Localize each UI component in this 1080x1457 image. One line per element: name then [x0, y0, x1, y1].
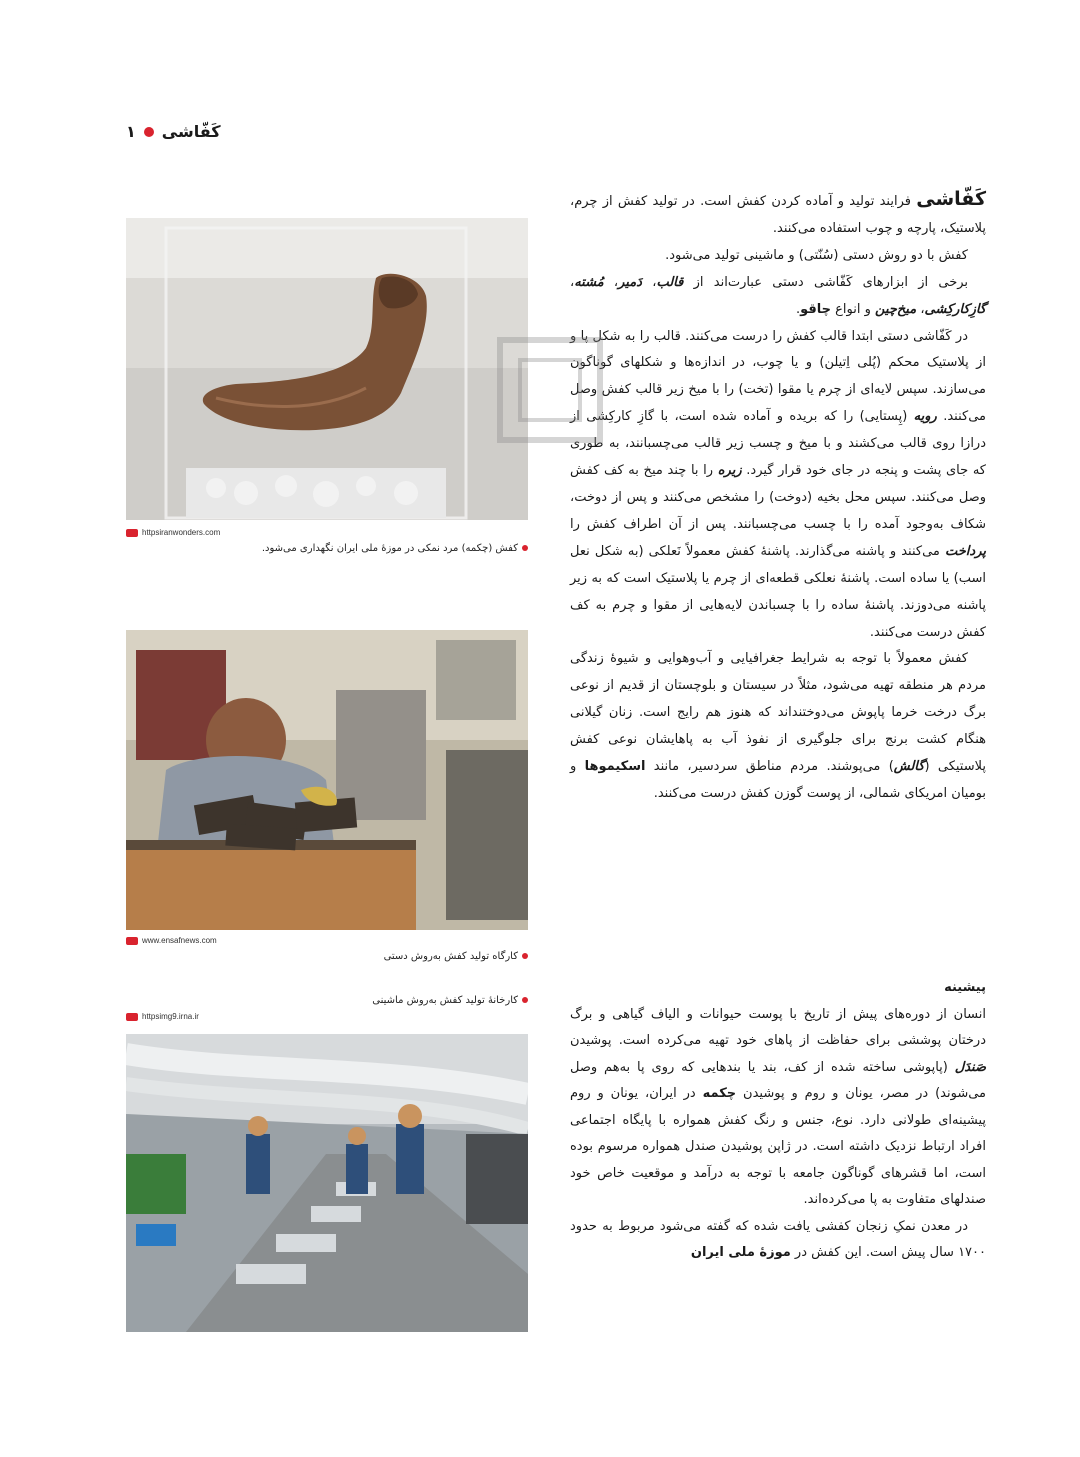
figure-3-credit: httpsimg9.irna.ir: [126, 1012, 199, 1021]
intro-paragraph-3: برخی از ابزارهای کَفّاشی دستی عبارت‌اند از قالب، دَمیر، مُشته، گازِکارکِشی، میخ‌چین و انواع چاقو.: [570, 274, 986, 317]
page-header: [126, 122, 426, 152]
photo-shoe-factory: [126, 1034, 528, 1332]
figure-3-caption: کارخانهٔ تولید کفش به‌روش ماشینی: [126, 995, 528, 1006]
intro-text: [570, 186, 986, 808]
history-paragraph-1: انسان از دوره‌های پیش از تاریخ با پوست حیوانات و الیاف گیاهی و برگ درختان پوششی برای حفاظت از پاهای خود تهیه می‌کرده است. پوشیدن صَندَل (پاپوشی ساخته شده از کف، بند یا بندهایی که روی پا به‌هم وصل می‌شوند) در مصر، یونان و روم و پوشیدن چکمه در ایران، یونان و روم پیشینه‌ای طولانی دارد. نوع، جنس و رنگ کفش همواره با پایگاه اجتماعی افراد ارتباط نزدیک داشته است. در ژاپن پوشیدن صندل همواره مرسوم بوده است، اما قشرهای گوناگون جامعه با توجه به درآمد و موقعیت خاص خود صندلهای متفاوت به پا می‌کرده‌اند.: [570, 1006, 987, 1207]
history-title: پیشینه: [944, 980, 986, 995]
page-title: کَفّاشی: [161, 122, 221, 141]
watermark-logo: [490, 330, 610, 450]
article-term: کَفّاشی: [916, 188, 986, 210]
page-number: ۱: [126, 122, 136, 141]
photo-salt-man-boot: [126, 218, 528, 520]
figure-1-credit: httpsiranwonders.com: [126, 528, 220, 537]
camera-icon: [126, 1013, 138, 1021]
figure-1-caption: کفش (چکمه) مرد نمکی در موزهٔ ملی ایران نگهداری می‌شود.: [126, 543, 528, 554]
intro-paragraph-5: کفش معمولاً با توجه به شرایط جغرافیایی و آب‌وهوایی و شیوهٔ زندگی مردم هر منطقه تهیه می‌شود، مثلاً در سیستان و بلوچستان از قدیم از نوعی برگ درخت خرما پاپوش می‌دوختند‌اند که هنوز هم رایج است. زنان گیلانی هنگام کشت برنج برای جلوگیری از نفوذ آب به پاهایشان نوعی کفش پلاستیکی (گالش) می‌پوشند. مردم مناطق سردسیر، مانند اسکیموها و بومیان امریکای شمالی، از پوست گوزن کفش درست می‌کنند.: [570, 651, 986, 801]
intro-paragraph-1: کَفّاشی فرایند تولید و آماده کردن کفش است. در تولید کفش از چرم، پلاستیک، پارچه و چوب استفاده می‌کنند.: [570, 188, 986, 236]
caption-dot: [522, 997, 528, 1003]
history-paragraph-2: در معدن نمکِ زنجان کفشی یافت شده که گفته می‌شود مربوط به حدود ۱۷۰۰ سال پیش است. این کفش در موزهٔ ملی ایران: [570, 1218, 986, 1260]
caption-dot: [522, 545, 528, 551]
camera-icon: [126, 529, 138, 537]
photo-manual-workshop: [126, 630, 528, 930]
caption-dot: [522, 953, 528, 959]
figure-2-credit: www.ensafnews.com: [126, 936, 217, 945]
camera-icon: [126, 937, 138, 945]
figure-2-caption: کارگاه تولید کفش به‌روش دستی: [126, 951, 528, 962]
intro-paragraph-2: کفش با دو روش دستی (سُنّتی) و ماشینی تولید می‌شود.: [665, 247, 968, 263]
intro-paragraph-4: در کَفّاشی دستی ابتدا قالب کفش را درست می‌کنند. قالب را به شکل پا و از پلاستیک محکم (پُلی اِتیلن) و یا چوب، در اندازه‌ها و شکلهای گوناگون می‌سازند. سپس لایه‌ای از چرم یا مقوا (تخت) را با میخ زیر قالب کفش وصل می‌کنند. رویه (پِستایی) را که بریده و آماده شده است، با گازِ کارکِشی از درازا روی قالب می‌کشند و با میخ و چسب زیر قالب می‌چسبانند، به طوری که جای پشت و پنجه در جای خود قرار گیرد. زیره را با چند میخ به کف کفش وصل می‌کنند. سپس محل بخیه (دوخت) را مشخص می‌کنند و پس از دوخت، شکاف به‌وجود آمده را با چسب می‌چسبانند. پس از آن اطراف کفش را پرداخت می‌کنند و پاشنه می‌گذارند. پاشنهٔ کفش معمولاً نَعلکی (به شکل نعل اسب) یا ساده است. پاشنهٔ نعلکی قطعه‌ای از چرم یا پلاستیک است که به زیر پاشنه می‌دوزند. پاشنهٔ ساده را با چسباندن لایه‌هایی از مقوا و چرم به کف کفش درست می‌کنند.: [570, 328, 986, 640]
history-section: [570, 975, 986, 1267]
header-dot: [144, 127, 154, 137]
